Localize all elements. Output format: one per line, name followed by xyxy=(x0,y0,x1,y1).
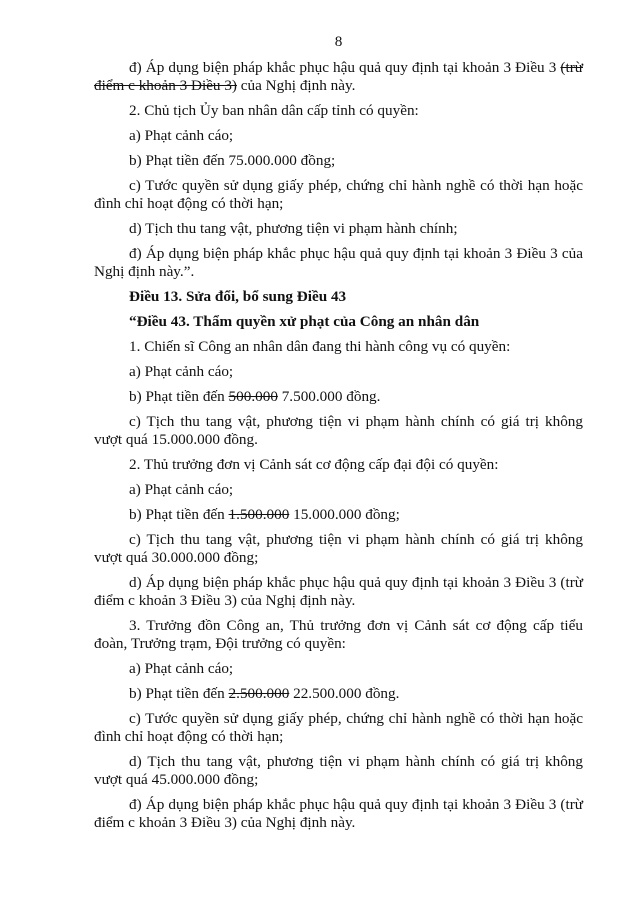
article-13-heading: Điều 13. Sửa đổi, bổ sung Điều 43 xyxy=(129,288,347,305)
provincial-chairman-authority: 2. Chủ tịch Ủy ban nhân dân cấp tỉnh có quyền: xyxy=(129,102,419,119)
list-item: b) Phạt tiền đến 75.000.000 đồng; xyxy=(129,152,336,169)
company-commander-authority: 2. Thủ trưởng đơn vị Cảnh sát cơ động cấp đại đội có quyền: xyxy=(129,456,499,473)
list-item: đ) Áp dụng biện pháp khắc phục hậu quả quy định tại khoản 3 Điều 3 của Nghị định này.”. xyxy=(94,245,583,280)
list-item: b) Phạt tiền đến 1.500.000 15.000.000 đồng; xyxy=(129,506,400,523)
station-chief-authority: 3. Trưởng đồn Công an, Thủ trưởng đơn vị Cảnh sát cơ động cấp tiểu đoàn, Trưởng trạm, Đội trưởng có quyền: xyxy=(94,617,583,652)
list-item: c) Tước quyền sử dụng giấy phép, chứng chỉ hành nghề có thời hạn hoặc đình chỉ hoạt động có thời hạn; xyxy=(94,177,583,212)
list-item: c) Tước quyền sử dụng giấy phép, chứng chỉ hành nghề có thời hạn hoặc đình chỉ hoạt động có thời hạn; xyxy=(94,710,583,745)
list-item: c) Tịch thu tang vật, phương tiện vi phạm hành chính có giá trị không vượt quá 15.000.000 đồng. xyxy=(94,413,583,448)
list-item: a) Phạt cảnh cáo; xyxy=(129,660,234,677)
clause-d-remedial-measures: đ) Áp dụng biện pháp khắc phục hậu quả quy định tại khoản 3 Điều 3 (trừ điểm c khoản 3 Điều 3) của Nghị định này. xyxy=(94,59,583,94)
deleted-amount: 500.000 xyxy=(228,388,278,405)
police-officer-authority: 1. Chiến sĩ Công an nhân dân đang thi hành công vụ có quyền: xyxy=(129,338,511,355)
deleted-amount: 1.500.000 xyxy=(228,506,290,523)
list-item: d) Tịch thu tang vật, phương tiện vi phạm hành chính; xyxy=(129,220,458,237)
list-item: d) Áp dụng biện pháp khắc phục hậu quả quy định tại khoản 3 Điều 3 (trừ điểm c khoản 3 Điều 3) của Nghị định này. xyxy=(94,574,583,609)
article-43-heading: “Điều 43. Thẩm quyền xử phạt của Công an nhân dân xyxy=(129,313,480,330)
list-item: d) Tịch thu tang vật, phương tiện vi phạm hành chính có giá trị không vượt quá 45.000.000 đồng; xyxy=(94,753,583,788)
deleted-amount: 2.500.000 xyxy=(228,685,290,702)
list-item: a) Phạt cảnh cáo; xyxy=(129,127,234,144)
deleted-text: (trừ điểm c khoản 3 Điều 3) xyxy=(94,59,583,94)
list-item: b) Phạt tiền đến 2.500.000 22.500.000 đồng. xyxy=(129,685,400,702)
list-item: b) Phạt tiền đến 500.000 7.500.000 đồng. xyxy=(129,388,381,405)
list-item: đ) Áp dụng biện pháp khắc phục hậu quả quy định tại khoản 3 Điều 3 (trừ điểm c khoản 3 Điều 3) của Nghị định này. xyxy=(94,796,583,831)
list-item: c) Tịch thu tang vật, phương tiện vi phạm hành chính có giá trị không vượt quá 30.000.000 đồng; xyxy=(94,531,583,566)
list-item: a) Phạt cảnh cáo; xyxy=(129,481,234,498)
page-number: 8 xyxy=(334,33,343,50)
list-item: a) Phạt cảnh cáo; xyxy=(129,363,234,380)
